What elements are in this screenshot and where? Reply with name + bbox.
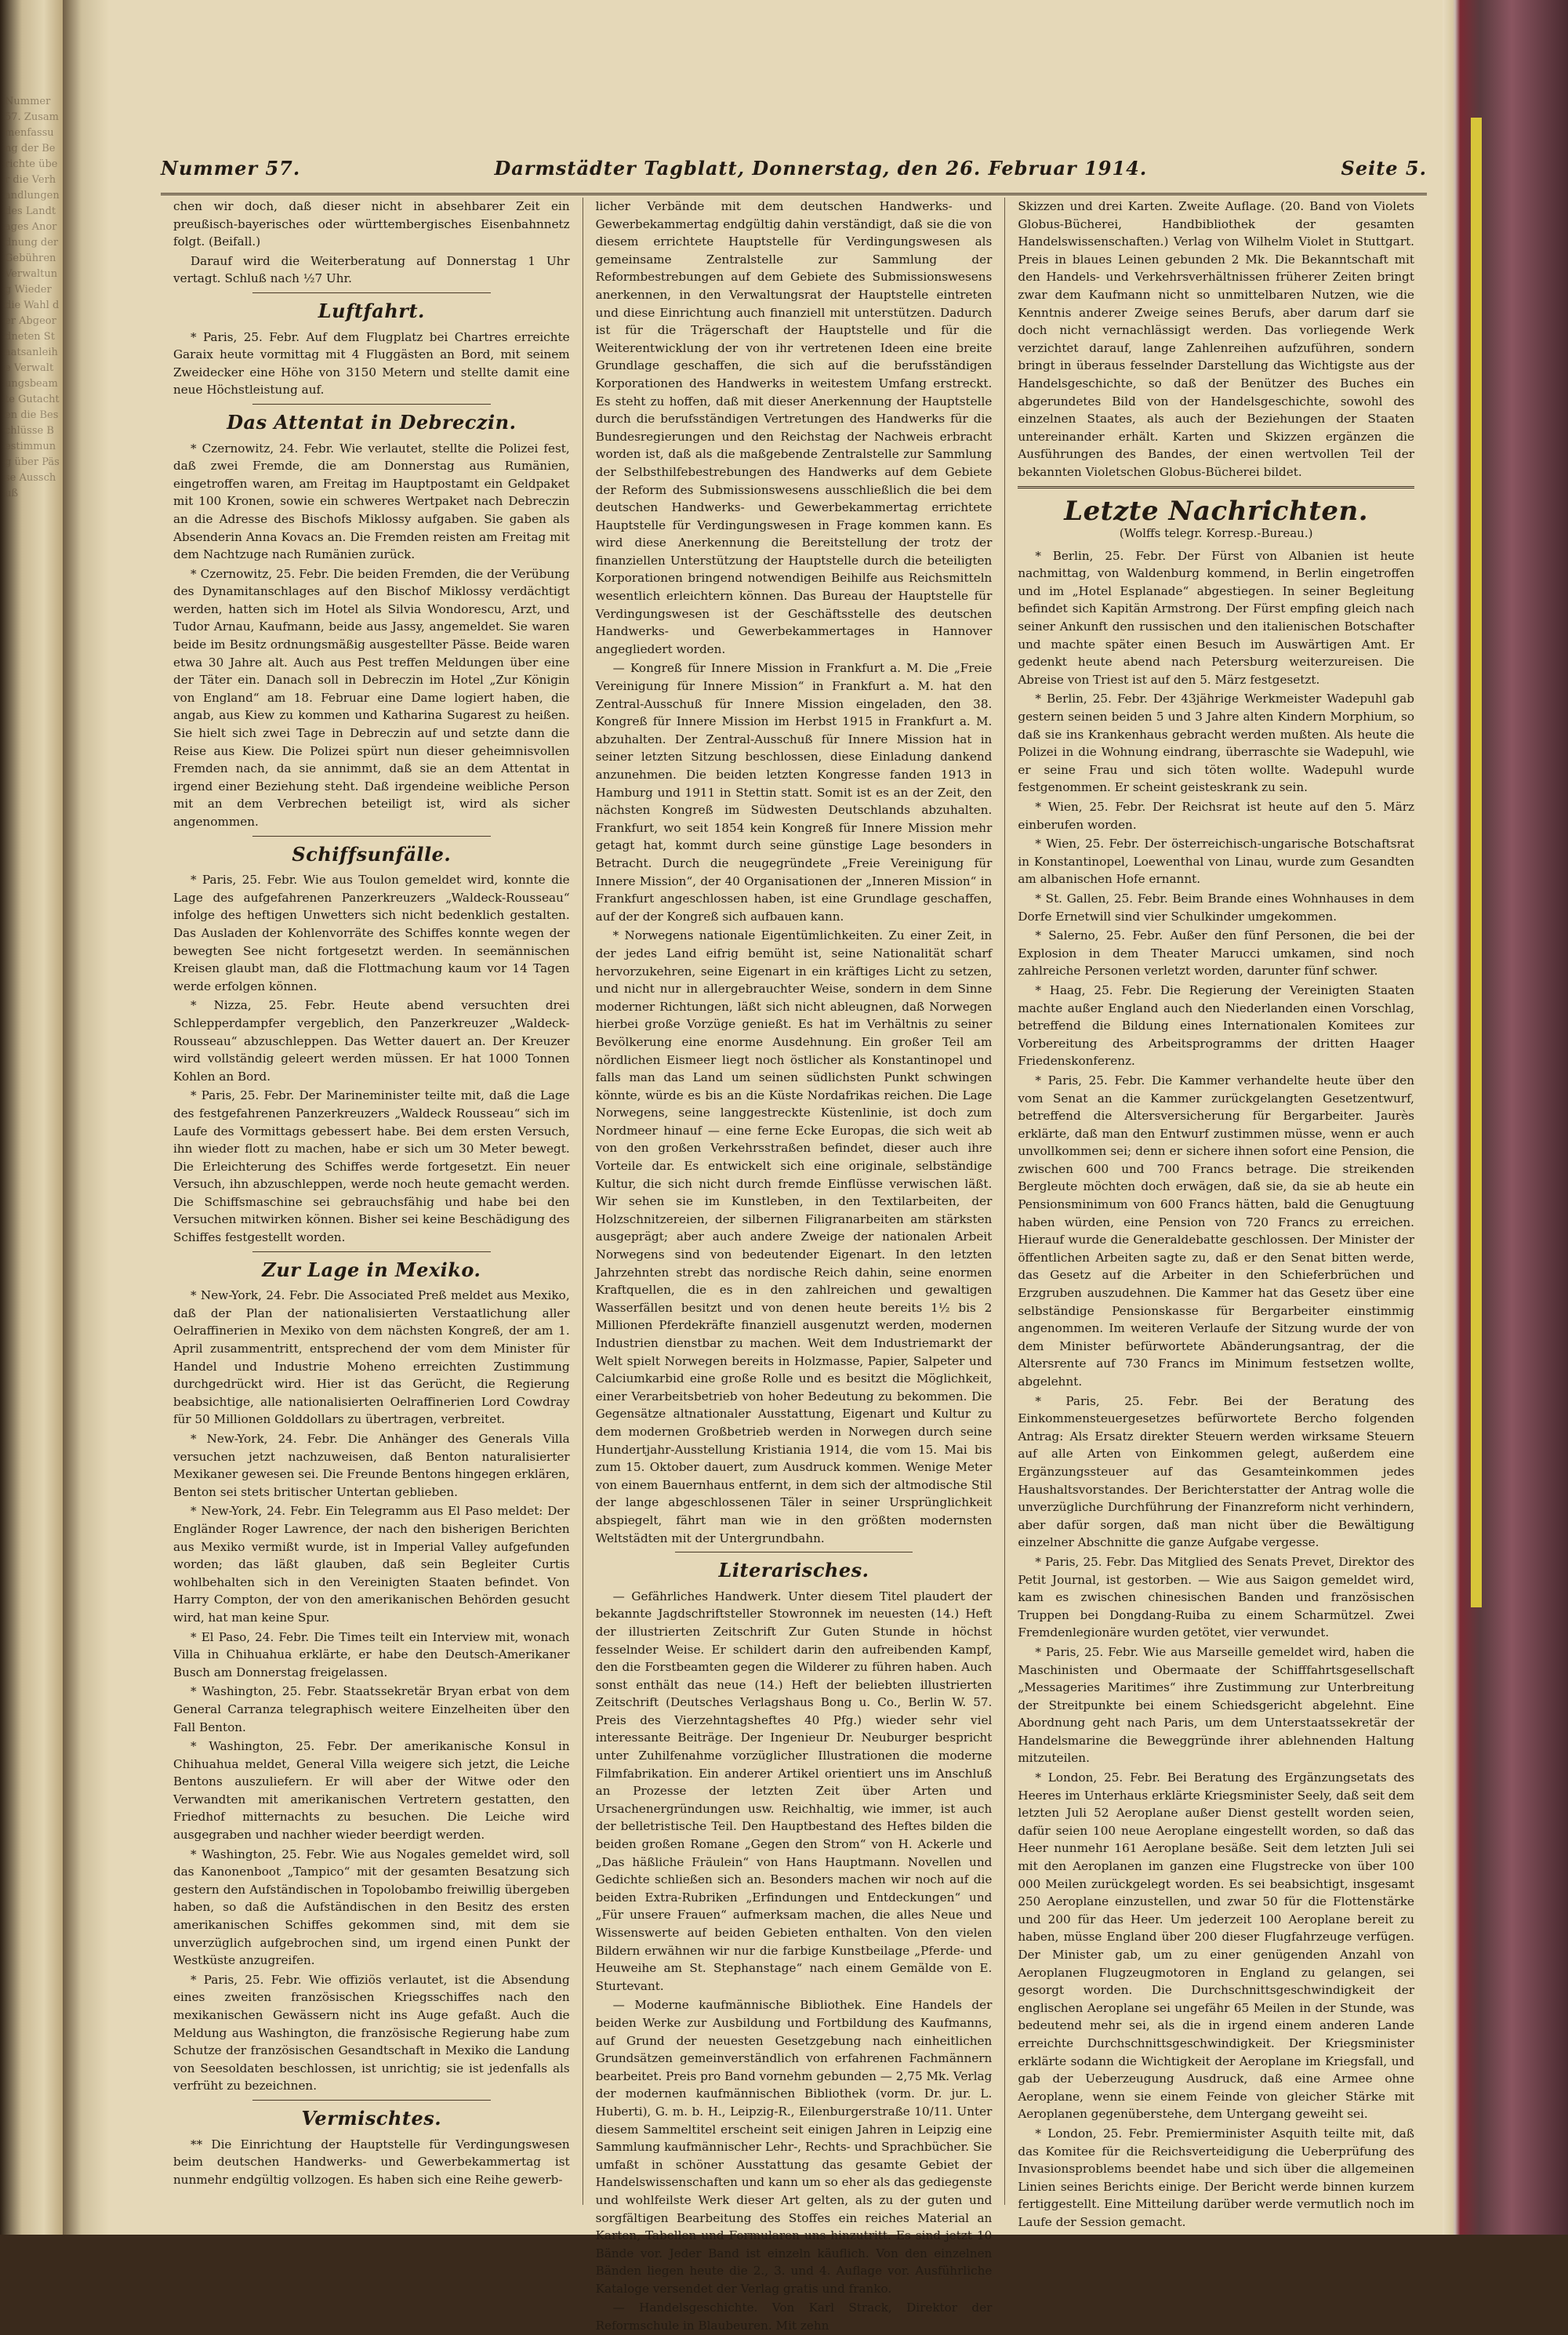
heading-letzte-nachrichten: Letzte Nachrichten. xyxy=(1064,495,1369,527)
previous-page-text: Nummer 57. Zusammenfassung der Berichte über die Verhandlungen des Landtages Anordnung der Gebühren Verwaltung Wieder die Wahl der Abgeordneten Staatsanleihe Verwaltungsbeamte Gutachten die Beschlüsse Bestimmung über Pässe Ausschuß xyxy=(5,96,60,499)
news-item: * Salerno, 25. Febr. Außer den fünf Personen, die bei der Explosion in dem Theater Marucci umkamen, sind noch zahlreiche Personen verletzt worden, darunter fünf schwer. xyxy=(1018,928,1415,979)
divider xyxy=(252,836,490,837)
divider xyxy=(252,404,490,405)
article-paragraph: * Washington, 25. Febr. Staatssekretär Bryan erbat von dem General Carranza telegraphisch weitere Einzelheiten über den Fall Benton. xyxy=(173,1684,570,1734)
article-paragraph: * New-York, 24. Febr. Die Associated Preß meldet aus Mexiko, daß der Plan der nationalisierten Verstaatlichung aller Oelraffinerien in Mexiko von dem nächsten Kongreß, der am 1. April zusammentritt, entsprechend der vom dem Minister für Handel und Industrie Moheno erreichten Zustimmung durchgedrückt wird. Hier ist das Gerücht, die Regierung beabsichtige, alle nationalisierten Oelraffinerien Lord Cowdray für 50 Millionen Golddollars zu übertragen, verbreitet. xyxy=(173,1288,570,1427)
article-paragraph: * El Paso, 24. Febr. Die Times teilt ein Interview mit, wonach Villa in Chihuahua erklärte, er habe den Deutsch-Amerikaner Busch am Donnerstag freigelassen. xyxy=(173,1629,570,1680)
newspaper-page xyxy=(110,0,1443,2333)
news-item: * Wien, 25. Febr. Der Reichsrat ist heute auf den 5. März einberufen worden. xyxy=(1018,800,1415,832)
divider xyxy=(252,2100,490,2101)
heading-attentat: Das Attentat in Debreczin. xyxy=(227,410,517,434)
news-item: * Berlin, 25. Febr. Der Fürst von Albanien ist heute nachmittag, von Waldenburg kommend, in Berlin eingetroffen und im „Hotel Esplanade“ abgestiegen. In seiner Begleitung befindet sich Kapitän Armstrong. Der Fürst empfing gleich nach seiner Ankunft den russischen und den italienischen Botschafter und machte später einen Besuch im Auswärtigen Amt. Er gedenkt heute abend nach Petersburg weiterzureisen. Die Abreise von Triest ist auf den 5. März festgesetzt. xyxy=(1018,548,1415,687)
divider xyxy=(252,1251,490,1252)
news-item: * Wien, 25. Febr. Der österreichisch-ungarische Botschaftsrat in Konstantinopel, Loewenthal von Linau, wurde zum Gesandten am albanischen Hofe ernannt. xyxy=(1018,837,1415,887)
book-gutter xyxy=(63,0,110,2235)
news-item: * London, 25. Febr. Premierminister Asquith teilte mit, daß das Komitee für die Reichsverteidigung die Ueberprüfung des Invasionsproblems beendet habe und sich über die allgemeinen Linien seines Berichts einige. Der Bericht werde binnen kurzem fertiggestellt. Eine Mitteilung darüber werde vermutlich noch im Laufe der Session gemacht. xyxy=(1018,2126,1415,2229)
column-3 xyxy=(1005,198,1427,2229)
newspaper-dateline: Darmstädter Tagblatt, Donnerstag, den 26. Februar 1914. xyxy=(494,157,1148,180)
article-paragraph: * Czernowitz, 24. Febr. Wie verlautet, stellte die Polizei fest, daß zwei Fremde, die am Donnerstag aus Rumänien, eingetroffen waren, am Freitag im Hauptpostamt ein Geldpaket mit 100 Kronen, sowie ein schweres Wertpaket nach Debreczin an die Adresse des Bischofs Miklossy aufgaben. Sie gaben als Absenderin Anna Kovacs an. Die Fremden reisten am Freitag mit dem Nachtzuge nach Rumänien zurück. xyxy=(173,441,570,562)
heading-luftfahrt: Luftfahrt. xyxy=(318,299,425,322)
news-item: * Haag, 25. Febr. Die Regierung der Vereinigten Staaten machte außer England auch den Niederlanden einen Vorschlag, betreffend die Bildung eines Internationalen Komitees zur Vorbereitung des Arbeitsprogramms der dritten Haager Friedenskonferenz. xyxy=(1018,982,1415,1069)
news-item: * St. Gallen, 25. Febr. Beim Brande eines Wohnhauses in dem Dorfe Ernetwill sind vier Schulkinder umgekommen. xyxy=(1018,891,1415,924)
news-item: * Berlin, 25. Febr. Der 43jährige Werkmeister Wadepuhl gab gestern seinen beiden 5 und 3 Jahre alten Kindern Morphium, so daß sie ins Krankenhaus gebracht werden mußten. Als heute die Polizei in die Wohnung eindrang, überraschte sie Wadepuhl, wie er seine Frau und sich töten wollte. Wadepuhl wurde festgenommen. Er scheint geisteskrank zu sein. xyxy=(1018,692,1415,795)
article-paragraph: * Washington, 25. Febr. Der amerikanische Konsul in Chihuahua meldet, General Villa weigere sich jetzt, die Leiche Bentons auszuliefern. Er will aber der Witwe oder den Verwandten mit amerikanischen Vertretern gestatten, den Friedhof mitternachts zu besuchen. Die Leiche wird ausgegraben und nachher wieder beerdigt werden. xyxy=(173,1739,570,1843)
article-paragraph: * Washington, 25. Febr. Wie aus Nogales gemeldet wird, soll das Kanonenboot „Tampico“ mit der gesamten Besatzung sich gestern den Aufständischen in Topolobambo freiwillig übergeben haben, so daß die Aufständischen in den Besitz des ersten amerikanischen Schiffes gekommen sind, mit dem sie unverzüglich aufgebrochen sind, um irgend einen Punkt der Westküste anzugreifen. xyxy=(173,1847,570,1968)
news-item: * Paris, 25. Febr. Das Mitglied des Senats Prevet, Direktor des Petit Journal, ist gestorben. — Wie aus Saigon gemeldet wird, kam es zwischen chinesischen Banden und französischen Truppen bei Dongdang-Ruiba zu einem Scharmützel. Zwei Fremdenlegionäre wurden getötet, vier verwundet. xyxy=(1018,1554,1415,1640)
issue-number: Nummer 57. xyxy=(161,157,301,180)
book-cover-edge xyxy=(1443,0,1568,2235)
paragraph: chen wir doch, daß dieser nicht in absehbarer Zeit ein preußisch-bayerisches oder württembergisches Eisenbahnnetz folgt. (Beifall.) xyxy=(173,199,570,249)
article-paragraph: * Norwegens nationale Eigentümlichkeiten. Zu einer Zeit, in der jedes Land eifrig bemüht ist, seine Nationalität scharf hervorzukehren, seine Eigenart in ein kräftiges Licht zu setzen, und nicht nur in allergebrauchter Weise, sondern in dem Sinne moderner Richtungen, läßt sich nicht ableugnen, daß Norwegen hierbei große Vorzüge genießt. Es hat im Verhältnis zu seiner Bevölkerung eine enorme Ausdehnung. Ein großer Teil am nördlichen Eismeer liegt noch östlicher als Konstantinopel und falls man das Land um seinen südlichsten Punkt schwingen könnte, würde es bis an die Küste Nordafrikas reichen. Die Lage Norwegens, seine langgestreckte Küstenlinie, ist doch zum Nordmeer hinauf — eine ferne Ecke Europas, die sich weit ab von den großen Verkehrsstraßen befindet, dieser auch ihre Vorteile dar. Es entwickelt sich eine originale, selbständige Kultur, die sich nicht durch fremde Einflüsse verwischen läßt. Wir sehen sie im Kunstleben, in den Textilarbeiten, der Holzschnitzereien, der silbernen Filigranarbeiten am stärksten ausgeprägt; aber auch andere Zweige der nationalen Arbeit Norwegens sind von bedeutender Eigenart. In den letzten Jahrzehnten strebt das nordische Reich dahin, seine enormen Kraftquellen, die es in den zahlreichen und gewaltigen Wasserfällen besitzt und von denen heute bereits 1½ bis 2 Millionen Pferdekräfte finanziell ausgenutzt werden, modernen Industrien dienstbar zu machen. Weit dem Industriemarkt der Welt spielt Norwegen bereits in Holzmasse, Papier, Salpeter und Calciumkarbid eine große Rolle und es besitzt die Möglichkeit, einer Verarbeitsbetrieb von hoher Bedeutung zu bekommen. Die Gegensätze altnationaler Ausstattung, Eigenart und Kultur zu dem modernen Großbetrieb werden in Norwegen durch seine Hundertjahr-Ausstellung Kristiania 1914, die vom 15. Mai bis zum 15. Oktober dauert, zum Ausdruck kommen. Wenige Meter von einem Bauernhaus entfernt, in dem sich der altmodische Stil der lange abgeschlossenen Täler in seiner Ursprünglichkeit abspiegelt, fährt man wie in den größten modernsten Weltstädten mit der Untergrundbahn. xyxy=(595,928,993,1545)
article-paragraph: — Gefährliches Handwerk. Unter diesem Titel plaudert der bekannte Jagdschriftsteller Stowronnek im neuesten (14.) Heft der illustrierten Zeitschrift Zur Guten Stunde in höchst fesselnder Weise. Er schildert darin den aufreibenden Kampf, den die Forstbeamten gegen die Wilderer zu führen haben. Auch sonst enthält das neue (14.) Heft der beliebten illustrierten Zeitschrift (Deutsches Verlagshaus Bong u. Co., Berlin W. 57. Preis des Vierzehntagsheftes 40 Pfg.) wieder sehr viel interessante Beiträge. Der Ingenieur Dr. Neuburger bespricht unter Zuhilfenahme vorzüglicher Illustrationen die moderne Filmfabrikation. Ein anderer Artikel orientiert uns im Anschluß an Prozesse der letzten Zeit über Arten und Ursachenergründungen usw. Reichhaltig, wie immer, ist auch der belletristische Teil. Den Hauptbestand des Heftes bilden die beiden großen Romane „Gegen den Strom“ von H. Ackerle und „Das häßliche Fräulein“ von Hans Hauptmann. Novellen und Gedichte schließen sich an. Besonders machen wir noch auf die beiden Extra-Rubriken „Erfindungen und Entdeckungen“ und „Für unsere Frauen“ aufmerksam machen, die alles Neue und Wissenswerte auf beiden Gebieten enthalten. Von den vielen Bildern erwähnen wir nur die farbige Kunstbeilage „Pferde- und Heuweihe am St. Stephanstage“ nach einem Gemälde von E. Sturtevant. xyxy=(595,1589,993,1993)
article-paragraph: * Paris, 25. Febr. Wie offiziös verlautet, ist die Absendung eines zweiten französischen Kriegsschiffes nach den mexikanischen Gewässern nicht ins Auge gefaßt. Auch die Meldung aus Washington, die französische Regierung habe zum Schutze der französischen Gesandtschaft in Mexiko die Landung von Seesoldaten beschlossen, ist unrichtig; sie ist jedenfalls als verfrüht zu bezeichnen. xyxy=(173,1972,570,2094)
heading-vermischtes: Vermischtes. xyxy=(301,2106,442,2130)
article-paragraph: — Kongreß für Innere Mission in Frankfurt a. M. Die „Freie Vereinigung für Innere Mission“ in Frankfurt a. M. hat den Zentral-Ausschuß für Innere Mission eingeladen, den 38. Kongreß für Innere Mission im Herbst 1915 in Frankfurt a. M. abzuhalten. Der Zentral-Ausschuß für Innere Mission hat in seiner letzten Sitzung beschlossen, diese Einladung dankend anzunehmen. Die beiden letzten Kongresse fanden 1913 in Hamburg und 1911 in Stettin statt. Somit ist es an der Zeit, den nächsten Kongreß im Südwesten Deutschlands abzuhalten. Frankfurt, wo seit 1854 kein Kongreß für Innere Mission mehr getagt hat, kommt durch seine günstige Lage besonders in Betracht. Durch die neugegründete „Freie Vereinigung für Innere Mission“, der 40 Organisationen der „Inneren Mission“ in Frankfurt angeschlossen haben, ist eine Grundlage geschaffen, auf der der Kongreß sich aufbauen kann. xyxy=(595,661,993,924)
divider xyxy=(252,292,490,293)
divider xyxy=(1018,486,1414,488)
article-paragraph: * New-York, 24. Febr. Die Anhänger des Generals Villa versuchen jetzt nachzuweisen, daß Benton naturalisierter Mexikaner gewesen sei. Die Freunde Bentons hingegen erklären, Benton sei stets britischer Untertan geblieben. xyxy=(173,1432,570,1499)
column-1 xyxy=(161,198,583,2205)
article-paragraph: * Nizza, 25. Febr. Heute abend versuchten drei Schlepperdampfer vergeblich, den Panzerkreuzer „Waldeck-Rousseau“ abzuschleppen. Das Wetter dauert an. Der Kreuzer wird vollständig geleert werden müssen. Er hat 1000 Tonnen Kohlen an Bord. xyxy=(173,998,570,1084)
article-paragraph: * Paris, 25. Febr. Wie aus Toulon gemeldet wird, konnte die Lage des aufgefahrenen Panzerkreuzers „Waldeck-Rousseau“ infolge des heftigen Unwetters sich nicht bedenklich gestalten. Das Ausladen der Kohlenvorräte des Schiffes konnte wegen der bewegten See nicht fortgesetzt werden. In seemännischen Kreisen glaubt man, daß die Flottmachung kaum vor 14 Tagen werde erfolgen können. xyxy=(173,873,570,993)
heading-mexiko: Zur Lage in Mexiko. xyxy=(262,1258,481,1281)
article-paragraph: * Czernowitz, 25. Febr. Die beiden Fremden, die der Verübung des Dynamitanschlages auf den Bischof Miklossy verdächtigt werden, hatten sich im Hotel als Silvia Wondorescu, Arzt, und Tudor Arnau, Kaufmann, beide aus Jassy, angemeldet. Sie waren beide im Besitz ordnungsmäßig ausgestellter Pässe. Beide waren etwa 30 Jahre alt. Auch aus Pest treffen Meldungen über eine der Täter ein. Danach soll in Debreczin im Hotel „Zur Königin von England“ am 18. Februar eine Dame logiert haben, die angab, aus Kiew zu kommen und Katharina Sugarest zu heißen. Sie hielt sich zwei Tage in Debreczin auf und setzte dann die Reise aus Kiew. Die Polizei spürt nun dieser geheimnisvollen Fremden nach, da sie annimmt, daß sie an dem Attentat in irgend einer Beziehung steht. Daß irgendeine weibliche Person mit an dem Verbrechen beteiligt ist, wird als sicher angenommen. xyxy=(173,566,570,829)
paragraph: Skizzen und drei Karten. Zweite Auflage. (20. Band von Violets Globus-Bücherei, Handbibliothek der gesamten Handelswissenschaften.) Verlag von Wilhelm Violet in Stuttgart. Preis in blaues Leinen gebunden 2 Mk. Die Bekanntschaft mit den Handels- und Verkehrsverhältnissen früherer Zeiten bringt zwar dem Kaufmann nicht so unmittelbaren Nutzen, wie die Kenntnis anderer Zweige seines Berufs, aber darum darf sie doch nicht vernachlässigt werden. Das vorliegende Werk verzichtet darauf, lange Zahlenreihen aufzuführen, sondern bringt in überaus fesselnder Darstellung das Wichtigste aus der Handelsgeschichte, so daß der Benützer des Buches ein abgerundetes Bild von der Handelsgeschichte, sowohl des einzelnen Staates, als auch der Beziehungen der Staaten untereinander erhält. Karten und Skizzen ergänzen die Ausführungen des Bandes, der einen wertvollen Teil der bekannten Violetschen Globus-Bücherei bildet. xyxy=(1018,199,1415,479)
article-paragraph: * New-York, 24. Febr. Ein Telegramm aus El Paso meldet: Der Engländer Roger Lawrence, der nach den bisherigen Berichten aus Mexiko vermißt wurde, ist in Imperial Valley aufgefunden worden; das läßt glauben, daß sein Begleiter Curtis wohlbehalten sich in den Vereinigten Staaten befindet. Von Harry Compton, der von den amerikanischen Behörden gesucht wird, hat man keine Spur. xyxy=(173,1504,570,1625)
article-paragraph: * Paris, 25. Febr. Auf dem Flugplatz bei Chartres erreichte Garaix heute vormittag mit 4 Fluggästen an Bord, mit seinem Zweidecker eine Höhe von 3150 Metern und stellte damit eine neue Höchstleistung auf. xyxy=(173,329,570,398)
article-paragraph: ** Die Einrichtung der Hauptstelle für Verdingungswesen beim deutschen Handwerks- und Gewerbekammertag ist nunmehr endgültig vollzogen. Es haben sich eine Reihe gewerb- xyxy=(173,2137,570,2187)
page-header xyxy=(161,157,1427,195)
agency-credit: (Wolffs telegr. Korresp.-Bureau.) xyxy=(1119,526,1313,541)
page-number: Seite 5. xyxy=(1341,157,1427,180)
article-paragraph: * Paris, 25. Febr. Der Marineminister teilte mit, daß die Lage des festgefahrenen Panzerkreuzers „Waldeck Rousseau“ sich im Laufe des Vormittags gebessert habe. Bei dem ersten Versuch, ihn wieder flott zu machen, habe er sich um 30 Meter bewegt. Die Erleichterung des Schiffes werde fortgesetzt. Ein neuer Versuch, ihn abzuschleppen, werde noch heute gemacht werden. Die Schiffsmaschine sei gebrauchsfähig und habe bei den Versuchen mitwirken können. Bisher sei keine Beschädigung des Schiffes festgestellt worden. xyxy=(173,1088,570,1245)
gilt-edge xyxy=(1471,118,1482,1607)
paragraph: Darauf wird die Weiterberatung auf Donnerstag 1 Uhr vertagt. Schluß nach ½7 Uhr. xyxy=(173,253,570,286)
news-item: * Paris, 25. Febr. Wie aus Marseille gemeldet wird, haben die Maschinisten und Obermaate der Schifffahrtsgesellschaft „Messageries Maritimes“ ihre Zustimmung zur Unterbreitung der Streitpunkte bei einem Schiedsgericht abgelehnt. Eine Abordnung geht nach Paris, um dem Unterstaatssekretär der Handelsmarine die Beweggründe ihrer ablehnenden Haltung mitzuteilen. xyxy=(1018,1644,1415,1766)
news-item: * London, 25. Febr. Bei Beratung des Ergänzungsetats des Heeres im Unterhaus erklärte Kriegsminister Seely, daß seit dem letzten Juli 52 Aeroplane außer Dienst gestellt worden seien, dafür seien 100 neue Aeroplane eingestellt worden, so daß das Heer nunmehr 161 Aeroplane besäße. Seit dem letzten Juli sei mit den Aeroplanen im ganzen eine Flugstrecke von über 100 000 Meilen zurückgelegt worden. Es sei beabsichtigt, insgesamt 250 Aeroplane einzustellen, und zwar 50 für die Flottenstärke und 200 für das Heer. Um jederzeit 100 Aeroplane bereit zu haben, müsse England über 200 dieser Flugfahrzeuge verfügen. Der Minister gab, um zu einer genügenden Anzahl von Aeroplanen Flugzeugmotoren in England zu gelangen, sei gesorgt worden. Die Durchschnittsgeschwindigkeit der englischen Aeroplane sei ungefähr 65 Meilen in der Stunde, was bedeutend mehr sei, als die in irgend einem anderen Lande erreichte Durchschnittsgeschwindigkeit. Der Kriegsminister erklärte sodann die Wichtigkeit der Aeroplane im Kriegsfall, und gab der Ueberzeugung Ausdruck, daß eine Armee ohne Aeroplane, wenn sie einem Feinde von gleicher Stärke mit Aeroplanen gegenüberstehe, dem Untergang geweiht sei. xyxy=(1018,1770,1415,2122)
news-item: * Paris, 25. Febr. Die Kammer verhandelte heute über den vom Senat an die Kammer zurückgelangten Gesetzentwurf, betreffend die Altersversicherung für Bergarbeiter. Jaurès erklärte, daß man den Entwurf zustimmen müsse, wenn er auch unvollkommen sei; denn er sichere ihnen sofort eine Pension, die zwischen 600 und 700 Francs betrage. Die streikenden Bergleute möchten doch erwägen, daß sie, da sie ab heute ein Pensionsminimum von 600 Francs hätten, bald die Genugtuung haben würden, eine Pension von 720 Francs zu erreichen. Hierauf wurde die Generaldebatte geschlossen. Der Minister der öffentlichen Arbeiten sagte zu, daß er den Senat bitten werde, das Gesetz auf die Arbeiter in den Schieferbrüchen und Erzgruben auszudehnen. Die Kammer hat das Gesetz über eine selbständige Pensionskasse für Bergarbeiter einstimmig angenommen. Im weiteren Verlaufe der Sitzung wurde der von dem Minister befürwortete Abänderungsantrag, der die Altersrente auf 730 Francs im Minimum festsetzen wollte, abgelehnt. xyxy=(1018,1073,1415,1389)
column-2 xyxy=(583,198,1006,2333)
article-paragraph: — Moderne kaufmännische Bibliothek. Eine Handels der beiden Werke zur Ausbildung und Fortbildung des Kaufmanns, auf Grund der neuesten Gesetzgebung nach einheitlichen Grundsätzen gemeinverständlich von erfahrenen Fachmännern bearbeitet. Preis pro Band vornehm gebunden — 2,75 Mk. Verlag der modernen kaufmännischen Bibliothek (vorm. Dr. jur. L. Huberti), G. m. b. H., Leipzig-R., Eilenburgerstraße 10/11. Unter diesem Sammeltitel erscheint seit einigen Jahren in Leipzig eine Sammlung kaufmännischer Lehr-, Rechts- und Sprachbücher. Sie umfaßt in schöner Ausstattung das gesamte Gebiet der Handelswissenschaften und kann um so eher als das gediegenste und wohlfeilste Werk dieser Art gelten, als zu der guten und sorgfältigen Bearbeitung des Stoffes ein reiches Material an Karten, Tabellen und Formularen uns hinzutritt. Es sind jetzt 10 Bände vor. Jeder Band ist einzeln käuflich. Von den einzelnen Bänden liegen heute die 2., 3. und 4. Auflage vor. Ausführliche Kataloge versendet der Verlag gratis und franko. xyxy=(595,1998,993,2296)
article-paragraph: — Handelsgeschichte. Von Karl Strack, Direktor der Reformschule in Blaubeuren. Mit zehn xyxy=(595,2301,993,2333)
paragraph: licher Verbände mit dem deutschen Handwerks- und Gewerbekammertag endgültig dahin verständigt, daß sie die von diesem errichtete Hauptstelle für Verdingungswesen als gemeinsame Zentralstelle zur Sammlung der Reformbestrebungen auf dem Gebiete des Submissionswesens anerkennen, in den Verwaltungsrat der Hauptstelle eintreten und diese Einrichtung auch finanziell mit unterstützen. Dadurch ist für die Trägerschaft der Hauptstelle und für die Weiterentwicklung der von ihr vertretenen Ideen eine breite Grundlage geschaffen, die sich auf die berufsständigen Korporationen des Handwerks in weitestem Umfang erstreckt. Es steht zu hoffen, daß mit dieser Anerkennung der Hauptstelle durch die berufsständigen Vertretungen des Handwerks für die Bundesregierungen und den Reichstag der Nachweis erbracht worden ist, daß als die maßgebende Zentralstelle zur Sammlung der Selbsthilfebestrebungen des Handwerks auf dem Gebiete der Reform des Submissionswesens ausschließlich die bei dem deutschen Handwerks- und Gewerbekammertag errichtete Hauptstelle für Verdingungswesen in Frage kommen kann. Es wird diese Anerkennung die Bereitstellung der trotz der finanziellen Unterstützung der Hauptstelle durch die beteiligten Korporationen bringend notwendigen Beihilfe aus Reichsmitteln wesentlich erleichtern können. Das Bureau der Hauptstelle für Verdingungswesen ist der Geschäftsstelle des deutschen Handwerks- und Gewerbekammertages in Hannover angegliedert worden. xyxy=(595,199,993,656)
previous-page-edge xyxy=(0,0,63,2235)
heading-literarisches: Literarisches. xyxy=(718,1559,869,1582)
news-item: * Paris, 25. Febr. Bei der Beratung des Einkommensteuergesetzes befürwortete Bercho folgenden Antrag: Als Ersatz direkter Steuern werden wirksame Steuern auf alle Arten von Einkommen gelegt, außerdem eine Ergänzungssteuer auf das Gesamteinkommen jedes Haushaltsvorstandes. Der Berichterstatter der Antrag wolle die unverzügliche Durchführung der Finanzreform nicht verhindern, aber dafür sorgen, daß man nicht über die Bewältigung einzelner Abschnitte die ganze Aufgabe vergesse. xyxy=(1018,1393,1415,1550)
heading-schiffsunfaelle: Schiffsunfälle. xyxy=(292,842,452,866)
columns xyxy=(161,198,1427,2333)
